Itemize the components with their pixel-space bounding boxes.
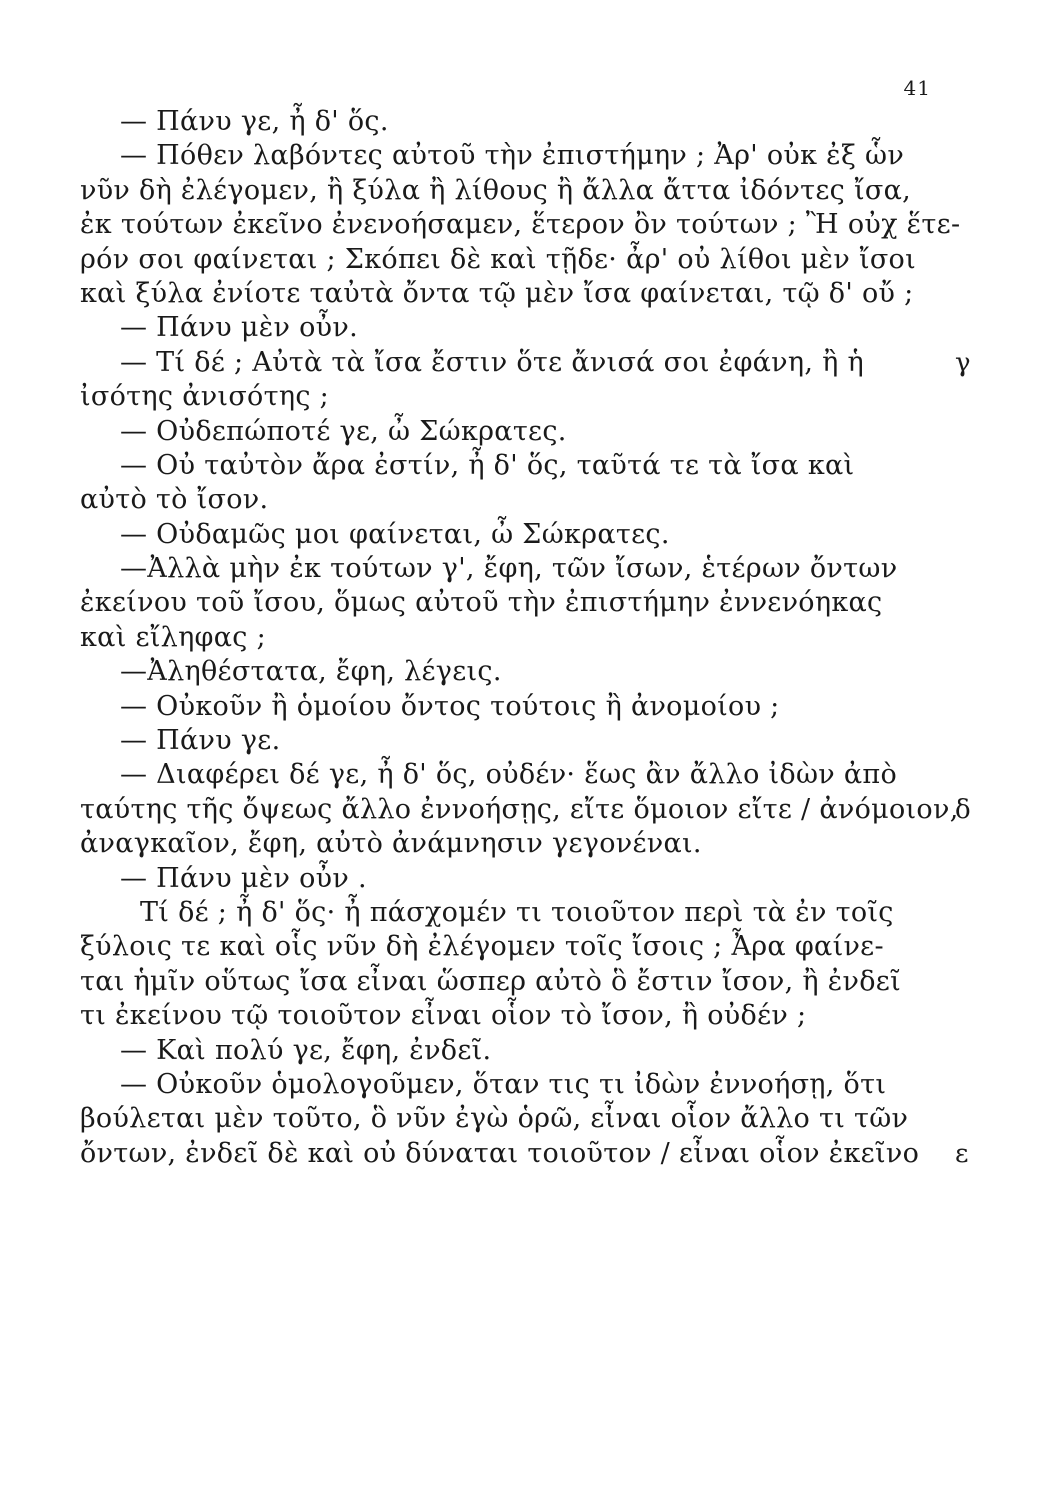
text-line-content: — Τί δέ ; Αὐτὰ τὰ ἴσα ἔστιν ὅτε ἄνισά σοι ἐφάνη, ἢ ἡ bbox=[120, 346, 864, 378]
text-line bbox=[80, 208, 961, 242]
text-line-content: ρόν σοι φαίνεται ; Σκόπει δὲ καὶ τῇδε· ἆρ' οὐ λίθοι μὲν ἴσοι bbox=[80, 243, 917, 275]
text-line bbox=[80, 1102, 920, 1136]
text-line-content: — Οὐδεπώποτέ γε, ὦ Σώκρατες. bbox=[120, 415, 567, 447]
text-line bbox=[80, 965, 920, 999]
text-line bbox=[80, 483, 920, 517]
text-line bbox=[80, 139, 920, 173]
text-line-content: Τί δέ ; ἦ δ' ὅς· ἦ πάσχομέν τι τοιοῦτον περὶ τὰ ἐν τοῖς bbox=[140, 896, 894, 928]
text-line-content: —Ἀληθέστατα, ἔφη, λέγεις. bbox=[120, 656, 502, 688]
text-line bbox=[80, 1068, 920, 1102]
text-line bbox=[80, 896, 920, 930]
text-line-content: νῦν δὴ ἐλέγομεν, ἢ ξύλα ἢ λίθους ἢ ἄλλα ἄττα ἰδόντες ἴσα, bbox=[80, 174, 912, 206]
text-line-content: — Οὐκοῦν ἢ ὁμοίου ὄντος τούτοις ἢ ἀνομοίου ; bbox=[120, 690, 780, 722]
text-line bbox=[80, 552, 920, 586]
text-line-content: — Πάνυ μὲν οὖν . bbox=[120, 862, 367, 894]
text-line bbox=[80, 655, 920, 689]
text-line-content: ἐκείνου τοῦ ἴσου, ὅμως αὐτοῦ τὴν ἐπιστήμην ἐννενόηκας bbox=[80, 587, 883, 619]
text-line-content: — Καὶ πολύ γε, ἔφη, ἐνδεῖ. bbox=[120, 1034, 492, 1066]
text-line bbox=[80, 415, 920, 449]
text-line bbox=[80, 174, 920, 208]
text-line-content: ξύλοις τε καὶ οἷς νῦν δὴ ἐλέγομεν τοῖς ἴσοις ; Ἆρα φαίνε- bbox=[80, 931, 884, 963]
text-line-content: — Οὐδαμῶς μοι φαίνεται, ὦ Σώκρατες. bbox=[120, 518, 670, 550]
text-line-content: —Ἀλλὰ μὴν ἐκ τούτων γ', ἔφη, τῶν ἴσων, ἑτέρων ὄντων bbox=[120, 553, 898, 585]
text-line bbox=[80, 1137, 969, 1171]
text-line-content: — Πάνυ μὲν οὖν. bbox=[120, 312, 358, 344]
text-line-content: αὐτὸ τὸ ἴσον. bbox=[80, 484, 269, 516]
text-line bbox=[80, 380, 920, 414]
margin-section-mark: γ bbox=[955, 347, 971, 378]
text-line bbox=[80, 105, 920, 139]
text-line bbox=[80, 999, 920, 1033]
text-line-content: — Πάνυ γε, ἦ δ' ὅς. bbox=[120, 106, 389, 137]
text-line bbox=[80, 449, 920, 483]
text-line bbox=[80, 277, 920, 311]
text-line bbox=[80, 1034, 920, 1068]
text-line-content: ὄντων, ἐνδεῖ δὲ καὶ οὐ δύναται τοιοῦτον / εἶναι οἷον ἐκεῖνο bbox=[80, 1137, 920, 1169]
text-line bbox=[80, 724, 920, 758]
text-line bbox=[80, 758, 920, 792]
text-line bbox=[80, 346, 971, 380]
text-line-content: βούλεται μὲν τοῦτο, ὃ νῦν ἐγὼ ὁρῶ, εἶναι οἷον ἄλλο τι τῶν bbox=[80, 1103, 909, 1135]
text-line-content: καὶ εἴληφας ; bbox=[80, 621, 266, 653]
margin-section-mark: δ bbox=[955, 794, 971, 825]
page-number: 41 bbox=[903, 76, 931, 100]
margin-section-mark: ε bbox=[955, 1138, 969, 1169]
text-line-content: — Οὐκοῦν ὁμολογοῦμεν, ὅταν τις τι ἰδὼν ἐννοήσῃ, ὅτι bbox=[120, 1068, 887, 1100]
text-line-content: ἰσότης ἀνισότης ; bbox=[80, 381, 330, 413]
text-line bbox=[80, 827, 920, 861]
text-line bbox=[80, 930, 920, 964]
text-line bbox=[80, 862, 920, 896]
text-line-content: τι ἐκείνου τῷ τοιοῦτον εἶναι οἷον τὸ ἴσον, ἢ οὐδέν ; bbox=[80, 1000, 807, 1032]
text-line bbox=[80, 690, 920, 724]
text-line-content: — Διαφέρει δέ γε, ἦ δ' ὅς, οὐδέν· ἕως ἂν ἄλλο ἰδὼν ἀπὸ bbox=[120, 759, 898, 791]
text-line-content: καὶ ξύλα ἐνίοτε ταὐτὰ ὄντα τῷ μὲν ἴσα φαίνεται, τῷ δ' οὔ ; bbox=[80, 277, 914, 309]
text-line-content: — Πάνυ γε. bbox=[120, 725, 281, 757]
text-line-content: ταύτης τῆς ὄψεως ἄλλο ἐννοήσῃς, εἴτε ὅμοιον εἴτε / ἀνόμοιον, bbox=[80, 793, 959, 825]
text-line bbox=[80, 586, 920, 620]
text-line-content: ἐκ τούτων ἐκεῖνο ἐνενοήσαμεν, ἕτερον ὂν τούτων ; Ἢ οὐχ ἕτε- bbox=[80, 209, 961, 241]
text-line bbox=[80, 518, 920, 552]
text-line bbox=[80, 311, 920, 345]
text-line-content: — Πόθεν λαβόντες αὐτοῦ τὴν ἐπιστήμην ; Ἀρ' οὐκ ἐξ ὧν bbox=[120, 140, 905, 172]
greek-text-body bbox=[80, 105, 971, 1171]
text-line bbox=[80, 243, 920, 277]
text-line-content: — Οὐ ταὐτὸν ἄρα ἐστίν, ἦ δ' ὅς, ταῦτά τε τὰ ἴσα καὶ bbox=[120, 449, 855, 481]
text-line-content: ἀναγκαῖον, ἔφη, αὐτὸ ἀνάμνησιν γεγονέναι. bbox=[80, 828, 702, 860]
text-line bbox=[80, 793, 971, 827]
text-line bbox=[80, 621, 920, 655]
text-line-content: ται ἡμῖν οὕτως ἴσα εἶναι ὥσπερ αὐτὸ ὃ ἔστιν ἴσον, ἢ ἐνδεῖ bbox=[80, 965, 901, 997]
